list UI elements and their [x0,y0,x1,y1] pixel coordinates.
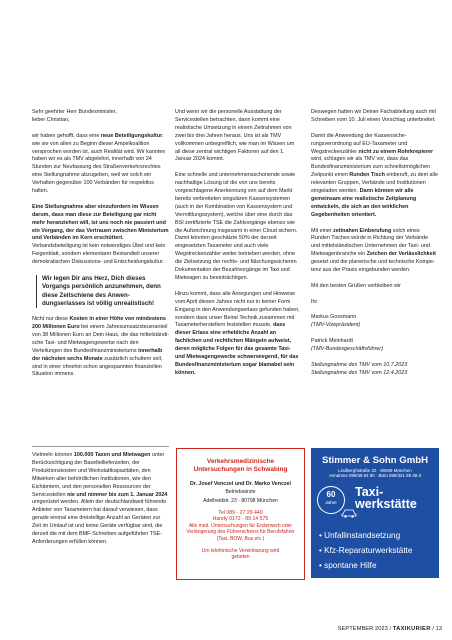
badge-word: Jahre [325,500,337,505]
ad-title-line-1: Verkehrsmedizinische [206,458,275,465]
footer-magazine: TAXIKURIER [392,626,431,632]
footer-separator: / [387,626,393,632]
bold-span: neue Beteiligungskultur [100,132,163,139]
text-span: wird, schlagen wir als TMV vor, dass das Bundesfinanzministerium zum schnellstmöglichen Zeitpunkt einen [311,156,430,179]
salutation-line-2: lieber Christian, [32,116,70,123]
paragraph [311,228,438,275]
ad-headline [355,486,417,510]
note-text[interactable]: Stellungnahme des TMV vom 10.7.2023 [311,361,408,368]
bullet-icon: • [319,546,325,555]
text-span: wir haben gehofft, dass eine [32,132,101,139]
column-1 [32,109,169,387]
column-2 [175,109,300,386]
text-span: gesetzt und die planerische und technische Kompetenz aus der Praxis eingebunden werden. [311,259,435,274]
ad-address: Adelheidstr. 23 · 80798 München [203,498,278,504]
bold-span: Kosten in einer Höhe von mindestens 200 Millionen Euro [32,316,166,330]
ad-bullet-list [319,528,412,573]
headline-line-1: Taxi- [355,485,384,499]
bold-span: 100.000 Taxen und Mietwagen [73,452,151,458]
paragraph: Eine schnelle und unternehmensschonende sowie nachhaltige Lösung ist die von uns bereits vorgeschlagene Anerkennung von auf dem Markt bereits verbreiteten singulären Kassensystemen (auch in der Kombination von Kassensystem und Vermittlungssystem), welche über eine durch das BSI zertifizierte TSE die Zahlvorgänge ebenso wie die Aufzeichnung insgesamt in einer Cloud sichern. Damit könnten geschätzte 50% der derzeit eingesetzten Taxameter und auch viele Wegstreckenzähler weiter betrieben werden, ohne die Zielsetzung der rechts- und fälschungssicheren Dokumentation der Bezahlvorgänge im Taxi und Mietwagen zu beeinträchtigen. [175,172,298,282]
ad-address-line: Lindberghstraße 20 · 80939 München [338,468,412,473]
text-span: solch eines Runden Tisches würde in Richtung der Verbände und mittelständischen Unternehmen der Taxi- und Mietwagenbranche ein [311,227,430,258]
column-divider [32,446,169,447]
ad-bullet [319,543,412,558]
footer-issue: SEPTEMBER 2023 [337,626,388,632]
text-span: Damit die Anwendung der Kassensicherungsverordnung auf EU-Taxameter und Wegstreckenzähler [311,132,408,155]
bullet-text: spontane Hilfe [324,561,377,570]
text-span: Mit einer [311,227,334,234]
bold-span: Eine Stellungnahme aber einzufordern im Wissen darum, dass man diese zur Beteiligung gar nicht mehr heranziehen will, ist uns noch nie passiert und ein Vorgang, der das Vertrauen zwischen Ministerium und Verbänden im Kern erschüttert. [32,203,169,242]
bold-span: Dann können wir alle gemeinsam eine realistische Zeitplanung entwickeln, die sich an den wirklichen Gegebenheiten orientiert. [311,188,417,218]
ad-handy: Handy 0172 - 89 14 575 [212,516,269,522]
text-span: , wie sie von allen zu Beginn dieser Ampelkoalition versprochen worden ist, auch Realität wird. Wir kannten haben wir es als TMV abgelehnt, innerhalb von 24 Stunden zur Neufassung des Straßenverkehrsrechtes eine Stellungnahme abzugeben, weil wir solch ein Verhalten gegenüber 100 Verbänden für respektlos halten. [32,132,166,195]
ad-services: Alle med. Untersuchungen für Ersterwerb oder Verlängerung des Führerscheins für Berufsfahrer (Taxi, BOW, Bus etc.) [186,523,295,542]
text-span: umgerüstet werden. Allein der deutschlandweit führende Anbieter von Taxametern hat darauf verwiesen, dass gerade einmal eine dreistellige Anzahl an Geräten zur Zeit im Umlauf ist und keine Geräte verfügbar sind, die derzeit die mit dem BMF-Schreiben aufgeführten TSE-Anforderungen erfüllen können. [32,499,167,545]
link-note[interactable] [311,362,438,370]
closing: Mit den besten Grüßen verbleiben wir [311,282,401,289]
ad-stimmer [311,448,439,578]
paragraph [32,452,169,547]
bullet-icon: • [319,531,325,540]
ad-medical [176,448,305,580]
ad-footnote: Um telefonische Vereinbarung wird gebeten [201,547,280,561]
page-footer [338,626,442,632]
paragraph: Und wenn wir die personelle Ausstattung der Servicestellen betrachten, dann kommt eine realistische Umsetzung in einem Zeitrahmen von zwei bis drei Jahren heraus. Uns ist als TMV vollkommen unbegreiflich, wie man im Wissen um all diese zentral wichtigen Faktoren auf den 1. Januar 2024 kommt. [175,109,295,163]
ad-bullet [319,558,412,573]
bold-span: innerhalb der nächsten sechs Monate [32,347,163,362]
paragraph [311,133,438,220]
ad-bullet [319,528,412,543]
footer-page-number: / 13 [430,626,442,632]
bullet-icon: • [319,561,325,570]
column-3 [311,109,438,378]
ad-role: Betriebsärzte [225,489,256,495]
text-span: unter Berücksichtigung der Baseltellieferzeiten, der Produktionskosten und Werkstattkapazitäten, den Mitwirken aller behördlichen Institutionen, wie den Eichämtern, und den personellen Ressourcen der Servicestellen [32,452,165,498]
note-text[interactable]: Stellungnahme des TMV vom 12.4.2023 [311,369,408,376]
signature-name: Markus Gossmann [311,314,357,321]
text-span: Nicht nur diese [32,316,70,323]
text-span: bei einem Jahresumsatzsteueranteil von 38 Millionen Euro an Dein Haus, die das mittelständische Taxi- und Mietwagengewerbe nach den Verteilungen des Bundesfinanzministeriums [32,323,169,354]
ad-tel: Tel 089 - 27 29 440 [218,510,263,516]
bold-span: Zeichen der Verlässlichkeit [366,251,436,258]
badge-number: 60 [326,490,336,499]
signature-role [311,322,438,330]
text-span: Hinzu kommt, dass alle Anregungen und Hinweise vom April diesen Jahres nicht nur in keiner Form Eingang in den Anwendungserlass gefunden haben, sondern dass unser Beirat Technik zusammen mit Taxameterherstellern feststellen musste, [175,290,300,329]
signature-name: Patrick Meinhardt [311,338,353,345]
link-note[interactable] [311,370,438,378]
text-span: Verbandsbeteiligung ist kein notwendiges Übel und kein Feigenblatt, sondern elementarer Bestandteil unserer demokratischen Diskussions- und Entscheidungskultur. [32,243,166,266]
bold-span: dass dieser Erlass eine erhebliche Anzahl an fachlichen und rechtlichen Mängeln aufweist, deren mögliche Folgen für das gesamte Taxi- und Mietwagengewerbe schwerwiegend, für das Bundesfinanzministerium sogar blamabel sein können. [175,322,299,376]
taxi-car-icon [341,508,357,518]
headline-line-2: werkstätte [355,497,417,511]
bullet-text: Unfallinstandsetzung [324,531,401,540]
text-span: einberuft, zu dem alle relevanten Gruppen, Verbände und Institutionen eingeladen werden. [311,172,438,195]
paragraph [32,316,169,379]
signature-role [311,346,438,354]
bold-span: nie und nimmer bis zum 1. Januar 2024 [67,491,168,498]
ad-title-line-2: Untersuchungen in Schwabing [193,466,288,473]
closing-ihr: Ihr [311,298,318,305]
text-span: zusätzlich schultern soll, sind in einer ohnehin schon angespannten finanziellen Situation immens. [32,355,163,378]
text-span: Vielmehr können [32,452,74,458]
bold-span: zeitnahen Einberufung [333,227,392,234]
ad-address-line: Annahme 089/38 84 80 · Büro 089/321 89 39-3 [328,473,422,478]
bold-span: nicht zu einem Rohrkrepierer [358,148,434,155]
paragraph [32,204,169,267]
paragraph: Deswegen hatten wir Deiner Fachabteilung auch mit Schreiben vom 10. Juli einen Vorschlag unterbreitet: [311,109,436,123]
ad-title [177,458,304,474]
ad-company-name: Stimmer & Sohn GmbH [321,455,429,466]
salutation [32,109,169,125]
role-text: (TMV-Vizepräsident) [311,322,361,329]
column-1-continued [32,452,169,555]
pull-quote: Wir legen Dir ans Herz, Dich dieses Vorgangs persönlich anzunehmen, denn diese Zeitschiene des Anwendungserlasses ist völlig unrealistisch! [36,275,169,308]
bullet-text: Kfz-Reparaturwerkstätte [324,546,413,555]
bold-span: Runden Tisch [349,172,385,179]
role-text: (TMV-Bundesgeschäftsführer) [311,346,384,353]
ad-doctors: Dr. Josef Venczel und Dr. Marko Venczel [190,481,291,487]
salutation-line-1: Sehr geehrter Herr Bundesminister, [32,109,117,115]
paragraph [32,133,169,196]
paragraph [175,291,300,378]
